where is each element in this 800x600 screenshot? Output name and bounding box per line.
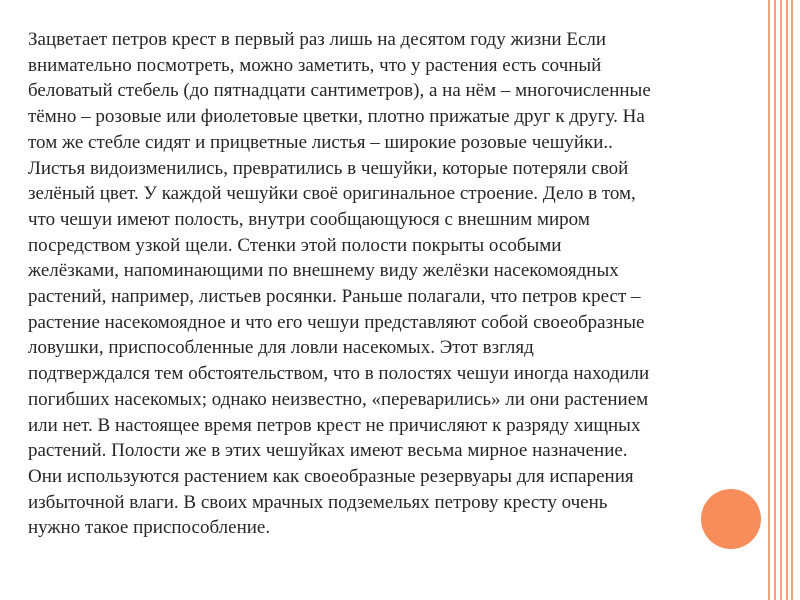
paragraph-line: погибших насекомых; однако неизвестно, «переварились» ли они растением [28,388,649,410]
paragraph-line: зелёный цвет. У каждой чешуйки своё оригинальное строение. Дело в том, [28,183,636,205]
paragraph-line: том же стебле сидят и прицветные листья – широкие розовые чешуйки.. [28,131,613,153]
stripes-graphic [767,0,794,600]
paragraph-line: что чешуи имеют полость, внутри сообщающуюся с внешним миром [28,208,590,230]
stripe-5 [791,0,793,600]
paragraph-line: желёзками, напоминающими по внешнему виду желёзки насекомоядных [28,260,619,282]
paragraph-line: Листья видоизменились, превратились в чешуйки, которые потеряли свой [28,157,629,179]
paragraph-line: избыточной влаги. В своих мрачных подземельях петрову кресту очень [28,491,608,513]
body-paragraph [28,27,763,541]
paragraph-line: тёмно – розовые или фиолетовые цветки, плотно прижатые друг к другу. На [28,106,645,128]
paragraph-line: подтверждался тем обстоятельством, что в полостях чешуи иногда находили [28,363,650,385]
decorative-stripes [767,0,794,600]
stripe-4 [786,0,788,600]
paragraph-line: растений. Полости же в этих чешуйках имеют весьма мирное назначение. [28,440,628,462]
paragraph-line: растение насекомоядное и что его чешуи представляют собой своеобразные [28,311,645,333]
paragraph-line: или нет. В настоящее время петров крест не причисляют к разряду хищных [28,414,641,436]
stripe-2 [774,0,776,600]
stripe-3 [780,0,782,600]
paragraph-line: посредством узкой щели. Стенки этой полости покрыты особыми [28,234,562,256]
paragraph-line: Зацветает петров крест в первый раз лишь на десятом году жизни Если [28,29,607,50]
decorative-circle [701,489,761,549]
paragraph-line: нужно такое приспособление. [28,517,271,539]
paragraph-line: ловушки, приспособленные для ловли насекомых. Этот взгляд [28,337,534,359]
paragraph-line: беловатый стебель (до пятнадцати сантиметров), а на нём – многочисленные [28,80,651,102]
paragraph-line: Они используются растением как своеобразные резервуары для испарения [28,465,634,487]
paragraph-line: растений, например, листьев росянки. Раньше полагали, что петров крест – [28,286,641,308]
stripe-1 [768,0,770,600]
paragraph-line: внимательно посмотреть, можно заметить, что у растения есть сочный [28,54,602,76]
